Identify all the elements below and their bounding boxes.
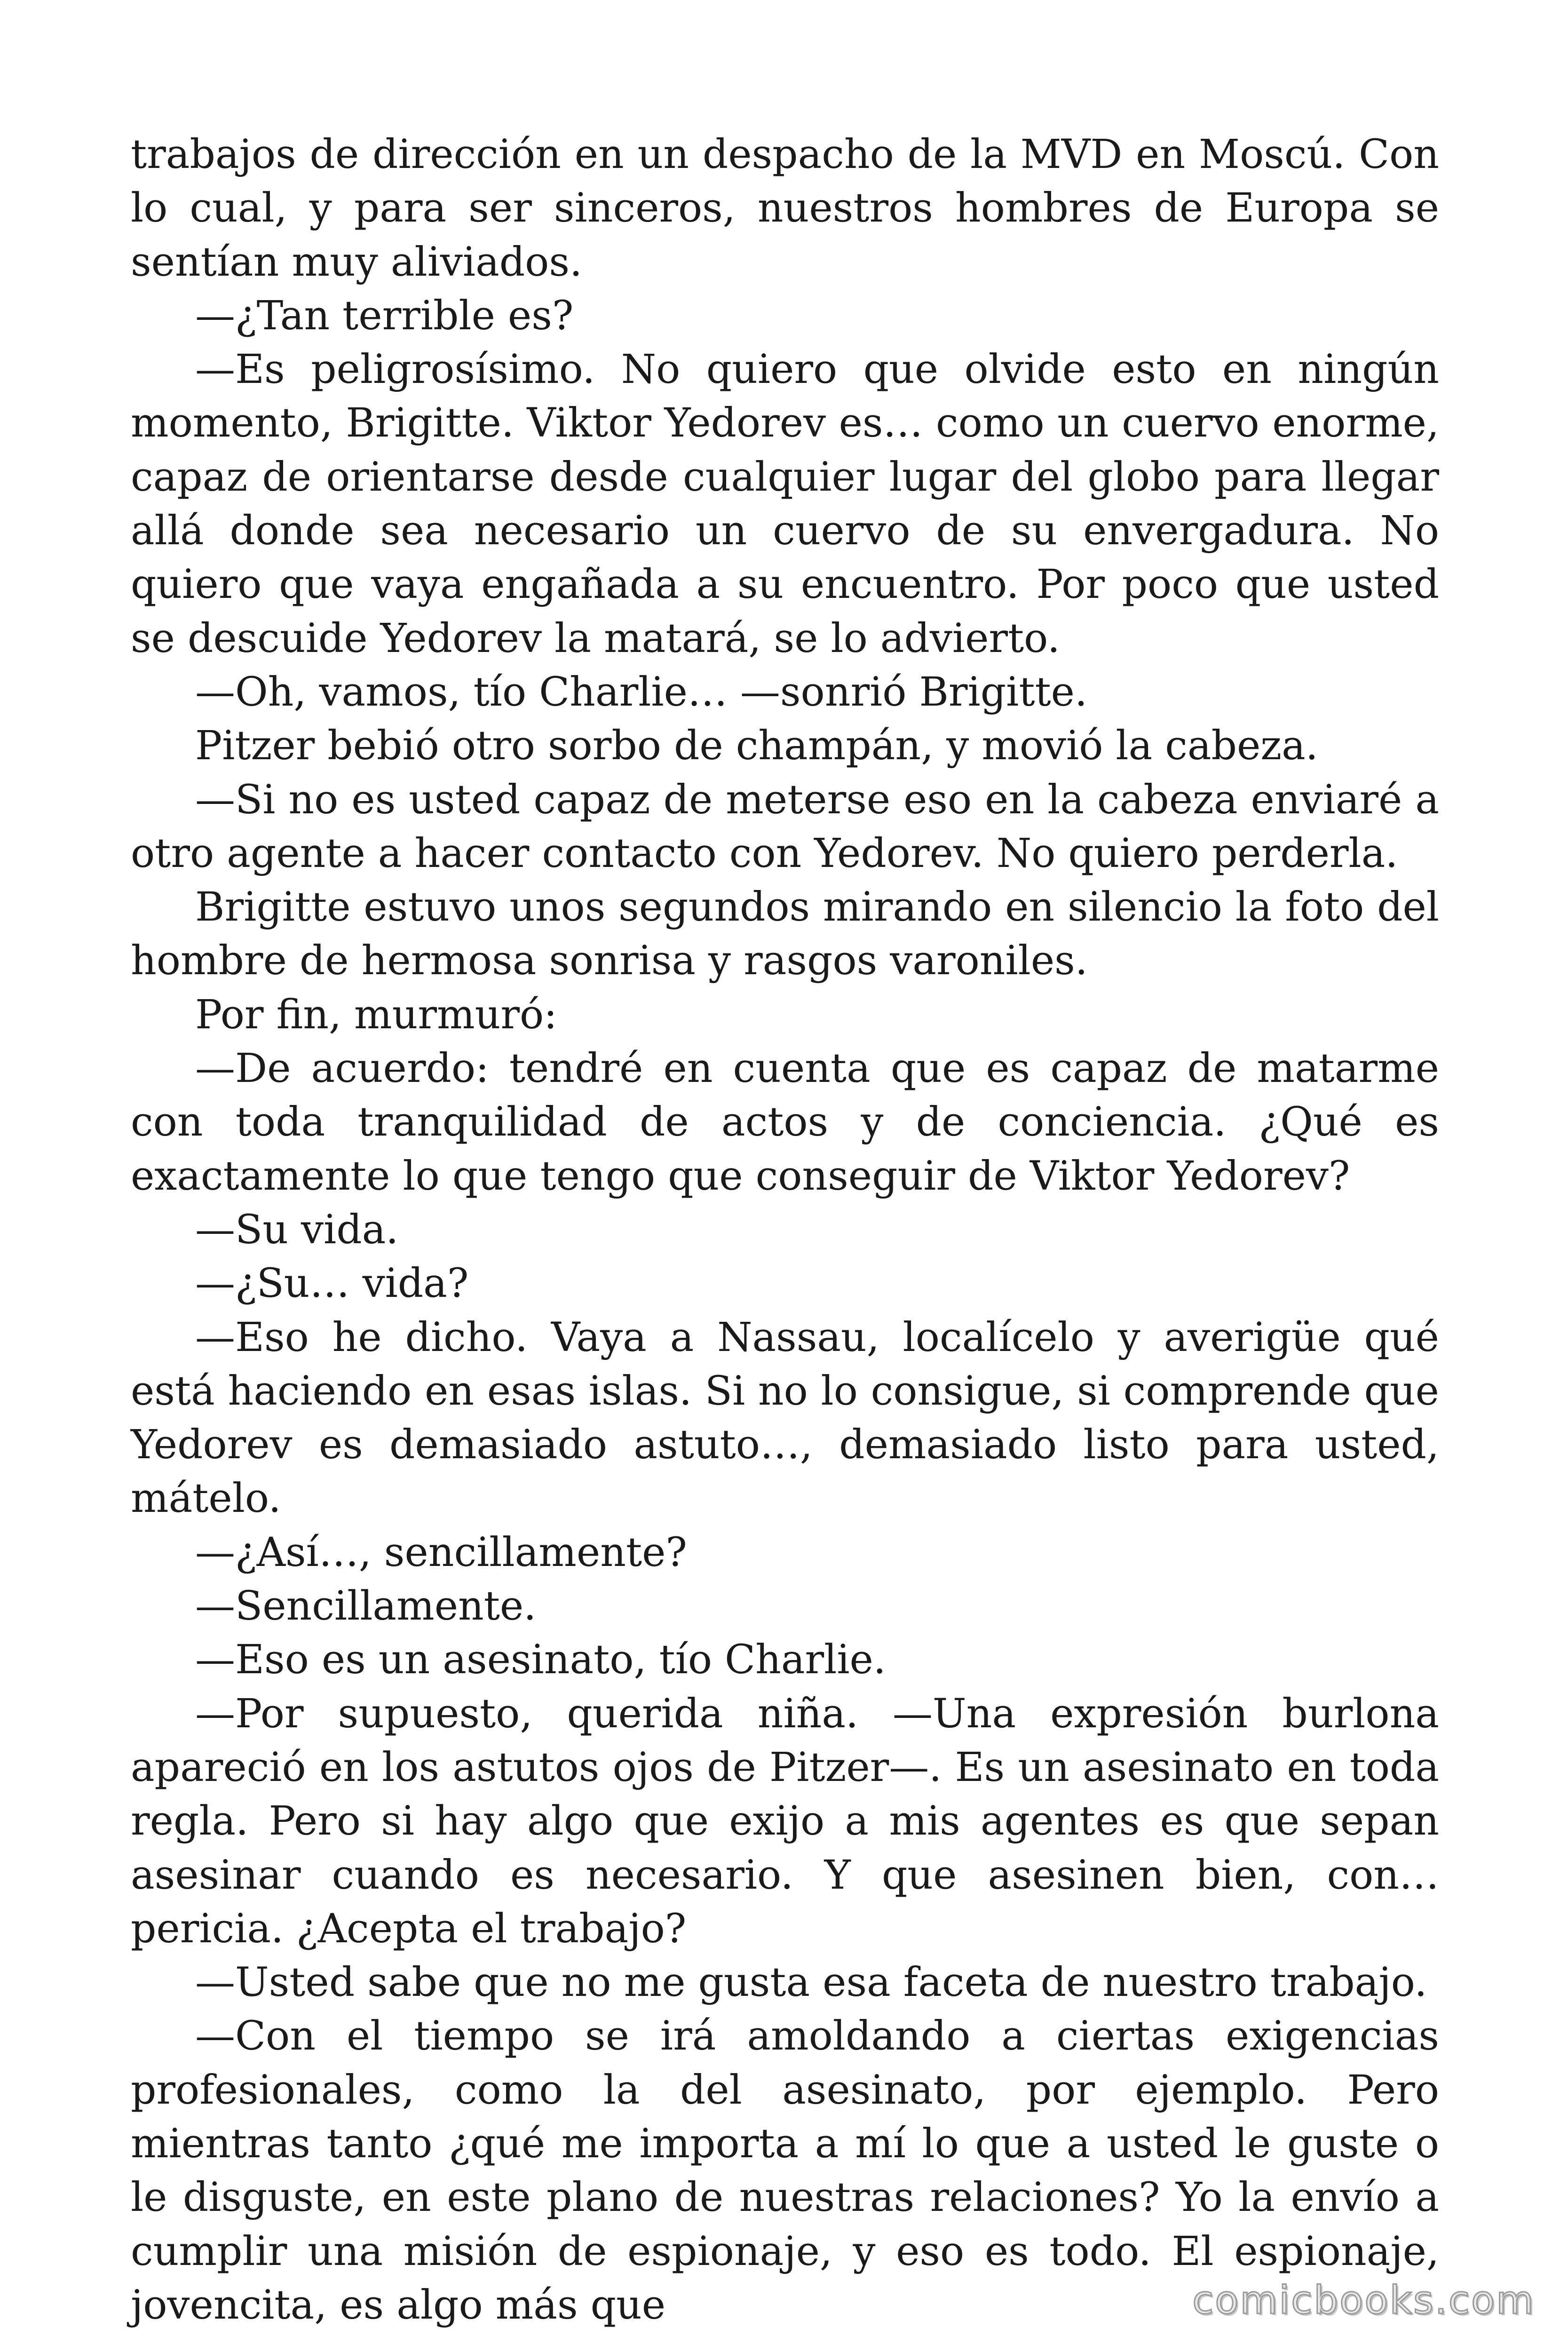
watermark: comicbooks.com [1192, 2278, 1535, 2323]
paragraph: Por fin, murmuró: [195, 991, 557, 1038]
paragraph: —Por supuesto, querida niña. —Una expresión burlona apareció en los astutos ojos de Pitzer—. Es un asesinato en toda regla. Pero si hay algo que exijo a mis agentes es que sepan asesinar cuando es necesario. Y que asesinen bien, con… pericia. ¿Acepta el trabajo? [131, 1690, 1439, 1952]
paragraph: —Su vida. [195, 1206, 399, 1253]
paragraph: —Sencillamente. [195, 1583, 537, 1630]
paragraph: —Eso he dicho. Vaya a Nassau, localícelo y averigüe qué está haciendo en esas islas. Si no lo consigue, si comprende que Yedorev es demasiado astuto…, demasiado listo para usted, mátelo. [131, 1314, 1439, 1522]
paragraph-continuation: trabajos de dirección en un despacho de la MVD en Moscú. Con lo cual, y para ser sinceros, nuestros hombres de Europa se sentían muy aliviados. [131, 131, 1439, 286]
paragraph: Pitzer bebió otro sorbo de champán, y movió la cabeza. [195, 723, 1318, 770]
paragraph: —Oh, vamos, tío Charlie… —sonrió Brigitte. [195, 668, 1087, 715]
paragraph: —Si no es usted capaz de meterse eso en la cabeza enviaré a otro agente a hacer contacto con Yedorev. No quiero perderla. [131, 776, 1439, 877]
page-body-text [131, 128, 1439, 2332]
paragraph: —Usted sabe que no me gusta esa faceta de nuestro trabajo. [195, 1959, 1427, 2006]
paragraph: Brigitte estuvo unos segundos mirando en silencio la foto del hombre de hermosa sonrisa y rasgos varoniles. [131, 884, 1439, 985]
paragraph: —¿Tan terrible es? [195, 292, 574, 339]
paragraph: —Eso es un asesinato, tío Charlie. [195, 1637, 886, 1684]
paragraph: —Con el tiempo se irá amoldando a ciertas exigencias profesionales, como la del asesinato, por ejemplo. Pero mientras tanto ¿qué me importa a mí lo que a usted le guste o le disguste, en este plano de nuestras relaciones? Yo la envío a cumplir una misión de espionaje, y eso es todo. El espionaje, jovencita, es algo más que [131, 2013, 1439, 2328]
paragraph: —¿Así…, sencillamente? [195, 1529, 687, 1576]
paragraph: —¿Su… vida? [195, 1260, 469, 1307]
paragraph: —Es peligrosísimo. No quiero que olvide esto en ningún momento, Brigitte. Viktor Yedorev es… como un cuervo enorme, capaz de orientarse desde cualquier lugar del globo para llegar allá donde sea necesario un cuervo de su envergadura. No quiero que vaya engañada a su encuentro. Por poco que usted se descuide Yedorev la matará, se lo advierto. [131, 346, 1439, 662]
paragraph: —De acuerdo: tendré en cuenta que es capaz de matarme con toda tranquilidad de actos y de conciencia. ¿Qué es exactamente lo que tengo que conseguir de Viktor Yedorev? [131, 1045, 1439, 1200]
